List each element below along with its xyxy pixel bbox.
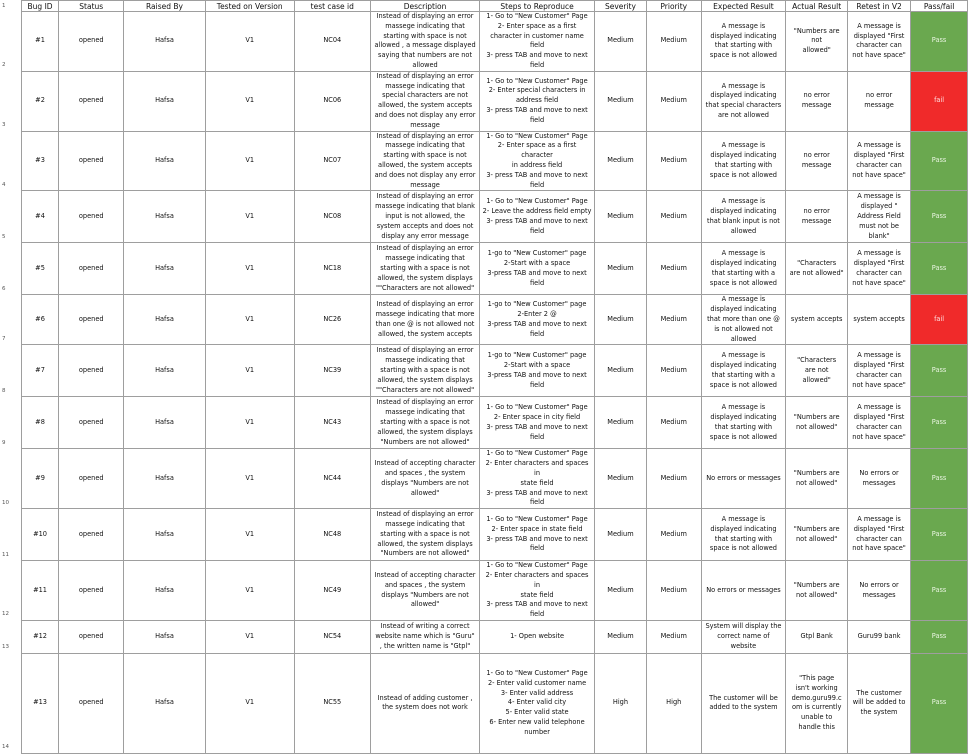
cell-actual-result[interactable]: "Numbers are not allowed": [786, 397, 848, 449]
cell-tested-on-version[interactable]: V1: [205, 191, 294, 243]
cell-steps-to-reproduce[interactable]: 1- Go to "New Customer" Page 2- Enter valid customer name 3- Enter valid address 4- Enter valid city 5- Enter valid state 6- Enter new valid telephone number: [480, 653, 595, 753]
cell-severity[interactable]: Medium: [594, 345, 646, 397]
header-row: [0, 1, 968, 12]
row-number: 12: [0, 561, 21, 621]
cell-status[interactable]: opened: [59, 191, 124, 243]
cell-description[interactable]: Instead of accepting character and spaces , the system displays "Numbers are not allowed": [370, 561, 479, 621]
cell-bug-id[interactable]: #13: [21, 653, 59, 753]
cell-priority[interactable]: Medium: [646, 397, 701, 449]
cell-description[interactable]: Instead of displaying an error massege indicating that starting with a space is not allowed, the system displays ""Characters are not allowed": [370, 243, 479, 295]
header-actual-result[interactable]: Actual Result: [786, 1, 848, 12]
row-number: 8: [0, 345, 21, 397]
cell-bug-id[interactable]: #3: [21, 131, 59, 191]
cell-priority[interactable]: Medium: [646, 509, 701, 561]
cell-bug-id[interactable]: #11: [21, 561, 59, 621]
table-row: [0, 71, 968, 131]
cell-tested-on-version[interactable]: V1: [205, 131, 294, 191]
cell-priority[interactable]: Medium: [646, 131, 701, 191]
cell-raised-by[interactable]: Hafsa: [124, 561, 206, 621]
row-number: 3: [0, 71, 21, 131]
header-expected-result[interactable]: Expected Result: [701, 1, 786, 12]
cell-status[interactable]: opened: [59, 12, 124, 72]
cell-pass-fail[interactable]: Pass: [911, 653, 968, 753]
cell-severity[interactable]: High: [594, 653, 646, 753]
table-row: [0, 449, 968, 509]
cell-tested-on-version[interactable]: V1: [205, 653, 294, 753]
cell-status[interactable]: opened: [59, 243, 124, 295]
header-tested-on-version[interactable]: Tested on Version: [205, 1, 294, 12]
cell-test-case-id[interactable]: NC43: [294, 397, 370, 449]
cell-expected-result[interactable]: A message is displayed indicating that starting with a space is not allowed: [701, 243, 786, 295]
cell-pass-fail[interactable]: Pass: [911, 397, 968, 449]
cell-test-case-id[interactable]: NC44: [294, 449, 370, 509]
cell-description[interactable]: Instead of displaying an error massege indicating that more than one @ is not allowed not allowed, the system accepts: [370, 295, 479, 345]
cell-raised-by[interactable]: Hafsa: [124, 449, 206, 509]
table-row: [0, 561, 968, 621]
cell-description[interactable]: Instead of accepting character and spaces , the system displays "Numbers are not allowed": [370, 449, 479, 509]
cell-bug-id[interactable]: #6: [21, 295, 59, 345]
cell-pass-fail[interactable]: fail: [911, 295, 968, 345]
cell-tested-on-version[interactable]: V1: [205, 397, 294, 449]
row-number: 2: [0, 12, 21, 72]
cell-description[interactable]: Instead of adding customer , the system does not work: [370, 653, 479, 753]
cell-status[interactable]: opened: [59, 397, 124, 449]
cell-pass-fail[interactable]: Pass: [911, 345, 968, 397]
row-number: 4: [0, 131, 21, 191]
cell-steps-to-reproduce[interactable]: 1- Go to "New Customer" Page 2- Enter space as a first character in customer name field 3- press TAB and move to next field: [480, 12, 595, 72]
table-row: [0, 620, 968, 653]
cell-severity[interactable]: Medium: [594, 295, 646, 345]
cell-retest-in-v2[interactable]: A message is displayed "First character can not have space": [847, 243, 910, 295]
cell-description[interactable]: Instead of displaying an error massege indicating that starting with a space is not allowed, the system displays ""Characters are not allowed": [370, 345, 479, 397]
cell-tested-on-version[interactable]: V1: [205, 243, 294, 295]
cell-status[interactable]: opened: [59, 295, 124, 345]
cell-status[interactable]: opened: [59, 620, 124, 653]
cell-test-case-id[interactable]: NC39: [294, 345, 370, 397]
cell-retest-in-v2[interactable]: A message is displayed "First character can not have space": [847, 131, 910, 191]
header-severity[interactable]: Severity: [594, 1, 646, 12]
cell-test-case-id[interactable]: NC55: [294, 653, 370, 753]
cell-expected-result[interactable]: System will display the correct name of website: [701, 620, 786, 653]
cell-raised-by[interactable]: Hafsa: [124, 131, 206, 191]
row-number: 13: [0, 620, 21, 653]
row-number: 9: [0, 397, 21, 449]
cell-actual-result[interactable]: "This page isn't working demo.guru99.c om is currently unable to handle this: [786, 653, 848, 753]
table-row: [0, 295, 968, 345]
cell-severity[interactable]: Medium: [594, 397, 646, 449]
cell-bug-id[interactable]: #9: [21, 449, 59, 509]
table-row: [0, 345, 968, 397]
cell-actual-result[interactable]: no error message: [786, 71, 848, 131]
header-pass-fail[interactable]: Pass/fail: [911, 1, 968, 12]
cell-bug-id[interactable]: #7: [21, 345, 59, 397]
cell-steps-to-reproduce[interactable]: 1- Go to "New Customer" Page 2- Enter characters and spaces in state field 3- press TAB and move to next field: [480, 449, 595, 509]
row-number: 14: [0, 653, 21, 753]
cell-actual-result[interactable]: system accepts: [786, 295, 848, 345]
cell-retest-in-v2[interactable]: no error message: [847, 71, 910, 131]
cell-actual-result[interactable]: no error message: [786, 191, 848, 243]
cell-status[interactable]: opened: [59, 131, 124, 191]
cell-description[interactable]: Instead of displaying an error massege indicating that starting with space is not allowed, the system accepts and does not display any error message: [370, 131, 479, 191]
cell-raised-by[interactable]: Hafsa: [124, 295, 206, 345]
cell-actual-result[interactable]: "Characters are not allowed": [786, 345, 848, 397]
cell-status[interactable]: opened: [59, 561, 124, 621]
cell-raised-by[interactable]: Hafsa: [124, 191, 206, 243]
cell-expected-result[interactable]: No errors or messages: [701, 449, 786, 509]
cell-priority[interactable]: Medium: [646, 191, 701, 243]
cell-bug-id[interactable]: #4: [21, 191, 59, 243]
cell-expected-result[interactable]: A message is displayed indicating that starting with a space is not allowed: [701, 345, 786, 397]
cell-steps-to-reproduce[interactable]: 1- Go to "New Customer" Page 2- Enter characters and spaces in state field 3- press TAB and move to next field: [480, 561, 595, 621]
cell-severity[interactable]: Medium: [594, 449, 646, 509]
cell-bug-id[interactable]: #2: [21, 71, 59, 131]
cell-severity[interactable]: Medium: [594, 509, 646, 561]
header-description[interactable]: Description: [370, 1, 479, 12]
cell-priority[interactable]: Medium: [646, 561, 701, 621]
cell-status[interactable]: opened: [59, 449, 124, 509]
cell-actual-result[interactable]: "Numbers are not allowed": [786, 12, 848, 72]
cell-severity[interactable]: Medium: [594, 191, 646, 243]
cell-test-case-id[interactable]: NC49: [294, 561, 370, 621]
cell-tested-on-version[interactable]: V1: [205, 12, 294, 72]
cell-retest-in-v2[interactable]: A message is displayed "First character can not have space": [847, 345, 910, 397]
cell-steps-to-reproduce[interactable]: 1- Go to "New Customer" Page 2- Leave the address field empty 3- press TAB and move to next field: [480, 191, 595, 243]
cell-retest-in-v2[interactable]: Guru99 bank: [847, 620, 910, 653]
cell-bug-id[interactable]: #5: [21, 243, 59, 295]
cell-expected-result[interactable]: The customer will be added to the system: [701, 653, 786, 753]
cell-retest-in-v2[interactable]: A message is displayed "First character can not have space": [847, 397, 910, 449]
cell-priority[interactable]: Medium: [646, 243, 701, 295]
cell-steps-to-reproduce[interactable]: 1- Open website: [480, 620, 595, 653]
cell-expected-result[interactable]: A message is displayed indicating that special characters are not allowed: [701, 71, 786, 131]
header-priority[interactable]: Priority: [646, 1, 701, 12]
header-steps-to-reproduce[interactable]: Steps to Reproduce: [480, 1, 595, 12]
cell-test-case-id[interactable]: NC48: [294, 509, 370, 561]
cell-test-case-id[interactable]: NC04: [294, 12, 370, 72]
cell-test-case-id[interactable]: NC06: [294, 71, 370, 131]
cell-status[interactable]: opened: [59, 71, 124, 131]
row-number: 7: [0, 295, 21, 345]
cell-pass-fail[interactable]: Pass: [911, 12, 968, 72]
cell-pass-fail[interactable]: Pass: [911, 191, 968, 243]
cell-raised-by[interactable]: Hafsa: [124, 243, 206, 295]
cell-raised-by[interactable]: Hafsa: [124, 509, 206, 561]
cell-raised-by[interactable]: Hafsa: [124, 345, 206, 397]
cell-test-case-id[interactable]: NC26: [294, 295, 370, 345]
cell-retest-in-v2[interactable]: A message is displayed "First character can not have space": [847, 12, 910, 72]
cell-pass-fail[interactable]: fail: [911, 71, 968, 131]
cell-raised-by[interactable]: Hafsa: [124, 12, 206, 72]
cell-steps-to-reproduce[interactable]: 1-go to "New Customer" page 2-Start with a space 3-press TAB and move to next field: [480, 243, 595, 295]
cell-bug-id[interactable]: #10: [21, 509, 59, 561]
cell-tested-on-version[interactable]: V1: [205, 620, 294, 653]
cell-tested-on-version[interactable]: V1: [205, 509, 294, 561]
cell-priority[interactable]: Medium: [646, 449, 701, 509]
cell-retest-in-v2[interactable]: No errors or messages: [847, 449, 910, 509]
cell-pass-fail[interactable]: Pass: [911, 620, 968, 653]
row-number: 10: [0, 449, 21, 509]
cell-tested-on-version[interactable]: V1: [205, 449, 294, 509]
cell-priority[interactable]: High: [646, 653, 701, 753]
cell-expected-result[interactable]: No errors or messages: [701, 561, 786, 621]
cell-description[interactable]: Instead of displaying an error massege indicating that special characters are not allowed, the system accepts and does not display any error message: [370, 71, 479, 131]
cell-steps-to-reproduce[interactable]: 1-go to "New Customer" page 2-Enter 2 @ 3-press TAB and move to next field: [480, 295, 595, 345]
cell-steps-to-reproduce[interactable]: 1- Go to "New Customer" Page 2- Enter space in state field 3- press TAB and move to next field: [480, 509, 595, 561]
cell-actual-result[interactable]: Gtpl Bank: [786, 620, 848, 653]
cell-test-case-id[interactable]: NC08: [294, 191, 370, 243]
cell-description[interactable]: Instead of displaying an error massege indicating that starting with space is not allowed , a message displayed saying that numbers are not allowed: [370, 12, 479, 72]
cell-status[interactable]: opened: [59, 653, 124, 753]
cell-raised-by[interactable]: Hafsa: [124, 71, 206, 131]
cell-expected-result[interactable]: A message is displayed indicating that starting with space is not allowed: [701, 12, 786, 72]
cell-severity[interactable]: Medium: [594, 620, 646, 653]
cell-priority[interactable]: Medium: [646, 620, 701, 653]
cell-expected-result[interactable]: A message is displayed indicating that more than one @ is not allowed not allowed: [701, 295, 786, 345]
cell-severity[interactable]: Medium: [594, 131, 646, 191]
cell-bug-id[interactable]: #8: [21, 397, 59, 449]
cell-bug-id[interactable]: #1: [21, 12, 59, 72]
cell-test-case-id[interactable]: NC07: [294, 131, 370, 191]
row-number: 6: [0, 243, 21, 295]
cell-description[interactable]: Instead of writing a correct website name which is "Guru" , the written name is "Gtpl": [370, 620, 479, 653]
header-retest-in-v2[interactable]: Retest in V2: [847, 1, 910, 12]
cell-pass-fail[interactable]: Pass: [911, 449, 968, 509]
row-number: 11: [0, 509, 21, 561]
cell-steps-to-reproduce[interactable]: 1- Go to "New Customer" Page 2- Enter space as a first character in address field 3- press TAB and move to next field: [480, 131, 595, 191]
cell-test-case-id[interactable]: NC18: [294, 243, 370, 295]
row-number: 5: [0, 191, 21, 243]
cell-retest-in-v2[interactable]: The customer will be added to the system: [847, 653, 910, 753]
cell-expected-result[interactable]: A message is displayed indicating that starting with space is not allowed: [701, 131, 786, 191]
cell-priority[interactable]: Medium: [646, 12, 701, 72]
cell-pass-fail[interactable]: Pass: [911, 561, 968, 621]
cell-description[interactable]: Instead of displaying an error massege indicating that starting with a space is not allowed, the system displays "Numbers are not allowed": [370, 397, 479, 449]
cell-expected-result[interactable]: A message is displayed indicating that blank input is not allowed: [701, 191, 786, 243]
cell-severity[interactable]: Medium: [594, 12, 646, 72]
cell-steps-to-reproduce[interactable]: 1-go to "New Customer" page 2-Start with a space 3-press TAB and move to next field: [480, 345, 595, 397]
row-number: 1: [0, 1, 21, 12]
cell-description[interactable]: Instead of displaying an error massege indicating that blank input is not allowed, the system accepts and does not display any error message: [370, 191, 479, 243]
cell-raised-by[interactable]: Hafsa: [124, 653, 206, 753]
cell-actual-result[interactable]: "Characters are not allowed": [786, 243, 848, 295]
cell-tested-on-version[interactable]: V1: [205, 295, 294, 345]
cell-steps-to-reproduce[interactable]: 1- Go to "New Customer" Page 2- Enter space in city field 3- press TAB and move to next field: [480, 397, 595, 449]
table-row: [0, 509, 968, 561]
cell-steps-to-reproduce[interactable]: 1- Go to "New Customer" Page 2- Enter special characters in address field 3- press TAB and move to next field: [480, 71, 595, 131]
cell-status[interactable]: opened: [59, 509, 124, 561]
cell-pass-fail[interactable]: Pass: [911, 131, 968, 191]
table-row: [0, 12, 968, 72]
cell-expected-result[interactable]: A message is displayed indicating that starting with space is not allowed: [701, 397, 786, 449]
cell-raised-by[interactable]: Hafsa: [124, 397, 206, 449]
cell-tested-on-version[interactable]: V1: [205, 561, 294, 621]
cell-tested-on-version[interactable]: V1: [205, 345, 294, 397]
header-raised-by[interactable]: Raised By: [124, 1, 206, 12]
cell-actual-result[interactable]: "Numbers are not allowed": [786, 509, 848, 561]
cell-pass-fail[interactable]: Pass: [911, 243, 968, 295]
cell-retest-in-v2[interactable]: system accepts: [847, 295, 910, 345]
cell-bug-id[interactable]: #12: [21, 620, 59, 653]
table-row: [0, 243, 968, 295]
cell-retest-in-v2[interactable]: No errors or messages: [847, 561, 910, 621]
cell-retest-in-v2[interactable]: A message is displayed " Address Field must not be blank": [847, 191, 910, 243]
cell-status[interactable]: opened: [59, 345, 124, 397]
header-status[interactable]: Status: [59, 1, 124, 12]
cell-tested-on-version[interactable]: V1: [205, 71, 294, 131]
cell-priority[interactable]: Medium: [646, 71, 701, 131]
cell-severity[interactable]: Medium: [594, 243, 646, 295]
table-row: [0, 653, 968, 753]
cell-priority[interactable]: Medium: [646, 295, 701, 345]
cell-description[interactable]: Instead of displaying an error massege indicating that starting with a space is not allowed, the system displays "Numbers are not allowed": [370, 509, 479, 561]
cell-actual-result[interactable]: "Numbers are not allowed": [786, 561, 848, 621]
cell-test-case-id[interactable]: NC54: [294, 620, 370, 653]
table-row: [0, 191, 968, 243]
table-row: [0, 131, 968, 191]
cell-actual-result[interactable]: no error message: [786, 131, 848, 191]
header-test-case-id[interactable]: test case id: [294, 1, 370, 12]
cell-raised-by[interactable]: Hafsa: [124, 620, 206, 653]
cell-severity[interactable]: Medium: [594, 561, 646, 621]
header-bug-id[interactable]: Bug ID: [21, 1, 59, 12]
cell-pass-fail[interactable]: Pass: [911, 509, 968, 561]
cell-retest-in-v2[interactable]: A message is displayed "First character can not have space": [847, 509, 910, 561]
cell-priority[interactable]: Medium: [646, 345, 701, 397]
cell-actual-result[interactable]: "Numbers are not allowed": [786, 449, 848, 509]
cell-severity[interactable]: Medium: [594, 71, 646, 131]
table-row: [0, 397, 968, 449]
cell-expected-result[interactable]: A message is displayed indicating that starting with space is not allowed: [701, 509, 786, 561]
